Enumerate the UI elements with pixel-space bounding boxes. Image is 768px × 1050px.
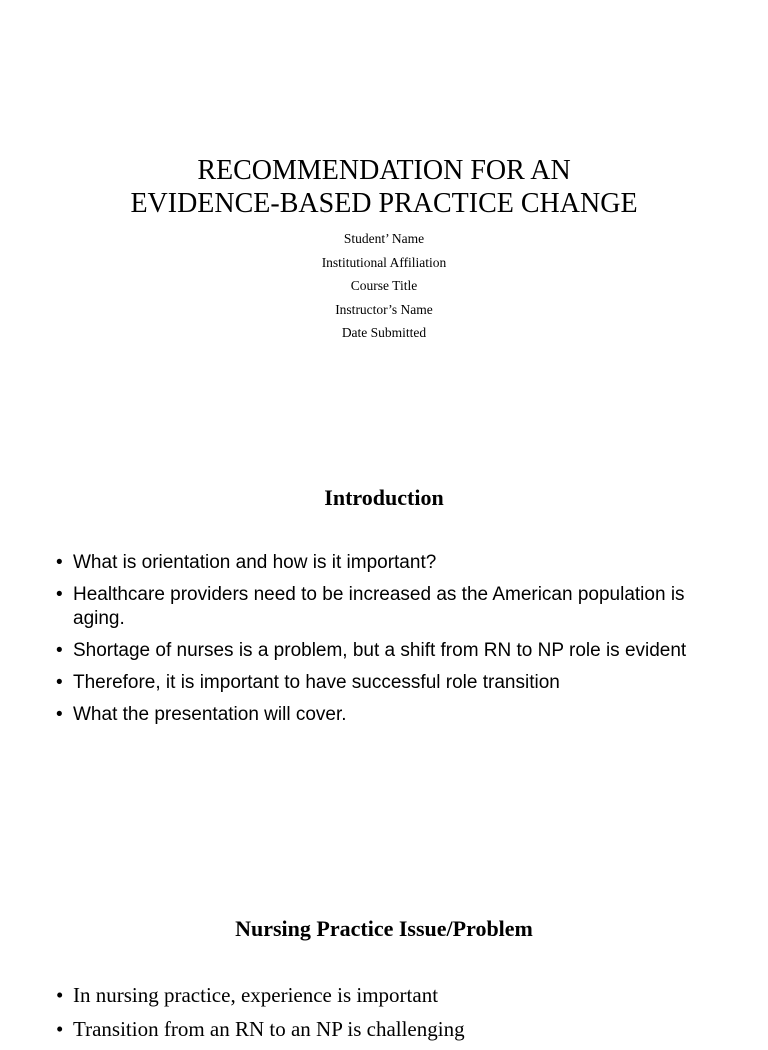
bullet-item	[56, 639, 696, 663]
bullet-icon: •	[56, 672, 63, 693]
title-slide	[0, 0, 768, 420]
bullet-icon: •	[56, 1017, 64, 1041]
instructor-name: Instructor’s Name	[335, 301, 433, 317]
bullet-item	[56, 551, 696, 575]
nursing-issue-heading: Nursing Practice Issue/Problem	[235, 916, 533, 941]
bullet-text: What is orientation and how is it important?	[73, 552, 437, 573]
document-title	[0, 154, 768, 220]
bullet-text: What the presentation will cover.	[73, 704, 347, 725]
bullet-text: Transition from an RN to an NP is challenging	[73, 1017, 465, 1041]
bullet-text: Shortage of nurses is a problem, but a shift from RN to NP role is evident	[73, 640, 687, 661]
bullet-icon: •	[56, 584, 63, 605]
course-title: Course Title	[350, 278, 418, 293]
nursing-issue-slide	[0, 900, 768, 1041]
title-line-2: EVIDENCE-BASED PRACTICE CHANGE	[130, 188, 638, 219]
bullet-item	[56, 583, 696, 631]
title-line-1: RECOMMENDATION FOR AN	[197, 155, 571, 186]
nursing-issue-bullets	[56, 982, 696, 1050]
bullet-item	[56, 1016, 696, 1042]
bullet-icon: •	[56, 640, 63, 661]
introduction-slide	[0, 470, 768, 850]
introduction-bullets	[56, 551, 696, 735]
institutional-affiliation: Institutional Affiliation	[321, 254, 447, 270]
bullet-item	[56, 703, 696, 727]
bullet-icon: •	[56, 552, 63, 573]
bullet-item	[56, 982, 696, 1008]
bullet-item	[56, 671, 696, 695]
bullet-text: Healthcare providers need to be increased as the American population is aging.	[73, 584, 685, 629]
bullet-text: In nursing practice, experience is important	[73, 983, 439, 1007]
student-name: Student’ Name	[343, 231, 425, 246]
bullet-icon: •	[56, 704, 63, 725]
bullet-text: Therefore, it is important to have successful role transition	[73, 672, 560, 693]
introduction-heading: Introduction	[324, 485, 444, 510]
author-details	[0, 227, 768, 345]
bullet-icon: •	[56, 983, 64, 1007]
date-submitted: Date Submitted	[341, 325, 427, 340]
